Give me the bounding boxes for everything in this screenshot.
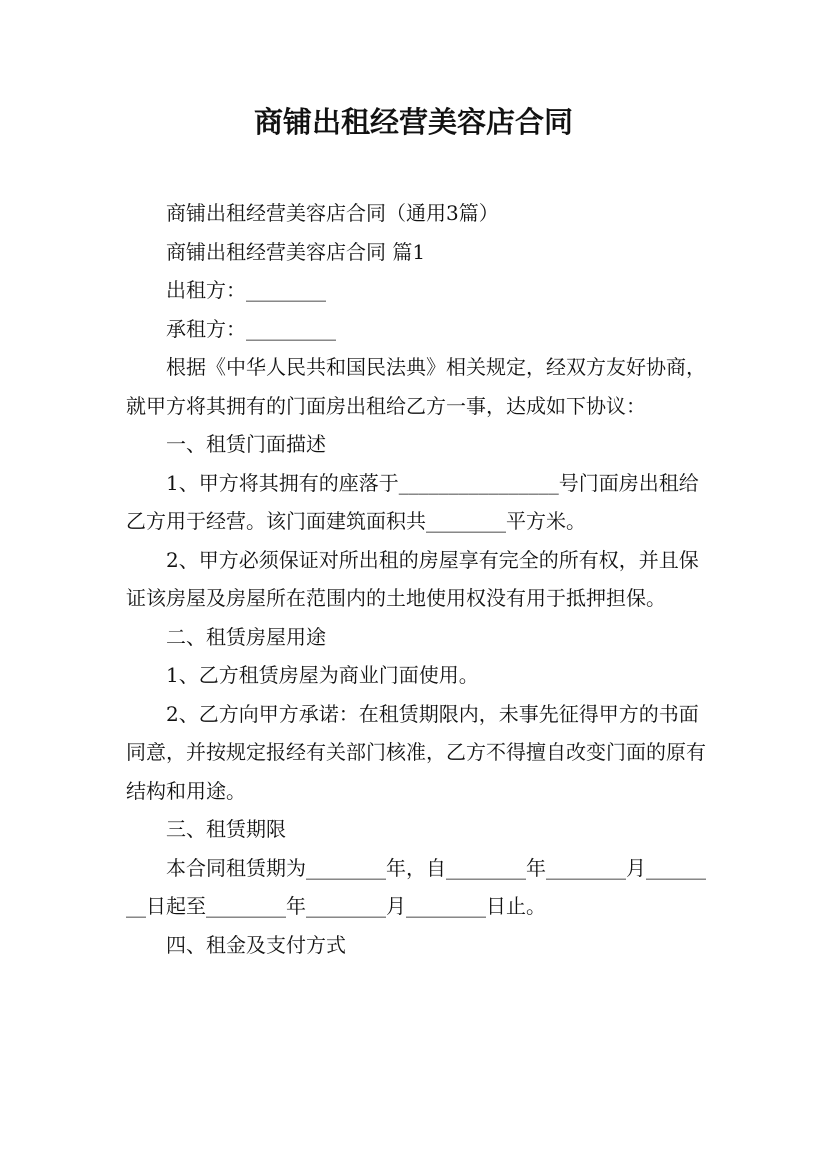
paragraph-clause: 2、乙方向甲方承诺：在租赁期限内，未事先征得甲方的书面同意，并按规定报经有关部门核准，乙方不得擅自改变门面的原有结构和用途。 [126,701,706,803]
paragraph-subtitle: 商铺出租经营美容店合同（通用3篇） [166,201,499,225]
section-heading-2: 二、租赁房屋用途 [166,624,326,649]
section-heading-3: 三、租赁期限 [166,817,286,841]
paragraph-lessee: 承租方：_________ [166,316,336,341]
paragraph-clause: 本合同租赁期为________年，自________年________月________日起至________年________月________日止。 [126,855,706,918]
paragraph-preamble: 根据《中华人民共和国民法典》相关规定，经双方友好协商，就甲方将其拥有的门面房出租给乙方一事，达成如下协议： [126,355,706,418]
section-heading-4: 四、租金及支付方式 [166,932,346,957]
paragraph-clause: 2、甲方必须保证对所出租的房屋享有完全的所有权，并且保证该房屋及房屋所在范围内的土地使用权没有用于抵押担保。 [126,547,699,610]
paragraph-clause: 1、甲方将其拥有的座落于________________号门面房出租给乙方用于经营。该门面建筑面积共________平方米。 [126,470,699,533]
paragraph-article-heading: 商铺出租经营美容店合同 篇1 [166,239,426,264]
document-body [126,194,710,964]
paragraph-clause: 1、乙方租赁房屋为商业门面使用。 [166,663,479,687]
section-heading-1: 一、租赁门面描述 [166,432,326,456]
paragraph-lessor: 出租方：________ [166,278,326,302]
document-title: 商铺出租经营美容店合同 [253,105,573,139]
